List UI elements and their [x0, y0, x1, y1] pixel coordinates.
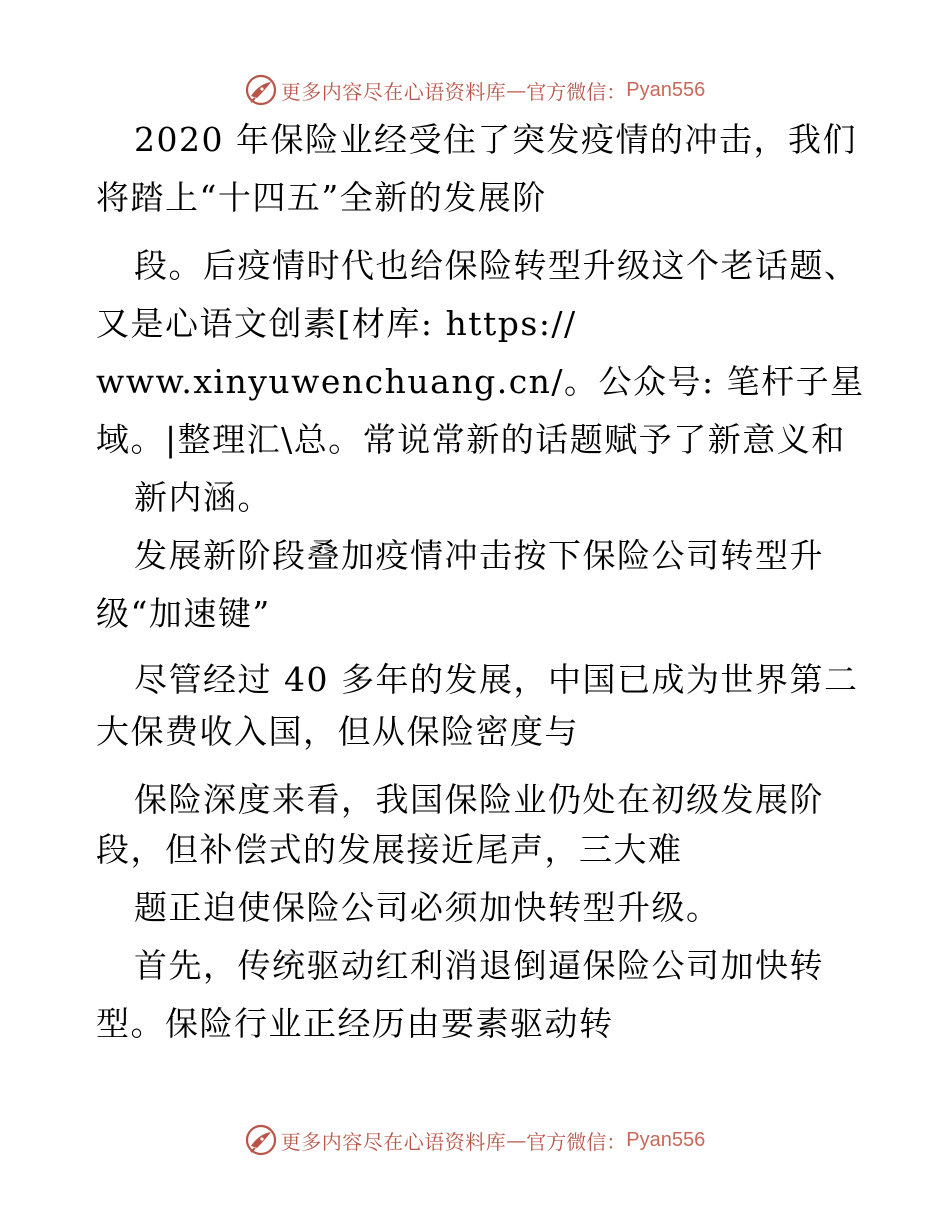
banner-text: 更多内容尽在心语资料库: [280, 1129, 507, 1154]
header-banner: [0, 70, 950, 110]
text-line: 大保费收入国，但从保险密度与: [96, 712, 579, 751]
text-line: 段，但补偿式的发展接近尾声，三大难: [96, 830, 683, 869]
pen-nib-logo-icon: [245, 1124, 277, 1156]
wechat-id: Pyan556: [626, 78, 706, 101]
text-line: 新内涵。: [134, 478, 272, 517]
banner-separator: —: [506, 78, 527, 102]
text-line: 2020 年保险业经受住了突发疫情的冲击，我们: [134, 120, 857, 159]
text-line: 又是心语文创素[材库: https://: [96, 304, 577, 343]
wechat-id: Pyan556: [626, 1128, 706, 1151]
wechat-label: 官方微信：: [526, 79, 627, 104]
text-line: 保险深度来看，我国保险业仍处在初级发展阶: [134, 780, 824, 819]
text-line: 段。后疫情时代也给保险转型升级这个老话题、: [134, 246, 859, 285]
text-line: www.xinyuwenchuang.cn/。公众号: 笔杆子星: [96, 362, 865, 401]
text-line: 尽管经过 40 多年的发展，中国已成为世界第二: [134, 660, 859, 699]
text-line: 级“加速键”: [96, 594, 271, 633]
pen-nib-logo-icon: [245, 74, 277, 106]
wechat-label: 官方微信：: [526, 1129, 627, 1154]
text-line: 发展新阶段叠加疫情冲击按下保险公司转型升: [134, 536, 824, 575]
text-line: 型。保险行业正经历由要素驱动转: [96, 1004, 614, 1043]
banner-separator: —: [506, 1128, 527, 1152]
text-line: 域。|整理汇\总。常说常新的话题赋予了新意义和: [96, 420, 846, 459]
text-line: 首先，传统驱动红利消退倒逼保险公司加快转: [134, 946, 824, 985]
text-line: 题正迫使保险公司必须加快转型升级。: [134, 888, 721, 927]
footer-banner: [0, 1120, 950, 1160]
banner-text: 更多内容尽在心语资料库: [280, 79, 507, 104]
text-line: 将踏上“十四五”全新的发展阶: [96, 178, 547, 217]
